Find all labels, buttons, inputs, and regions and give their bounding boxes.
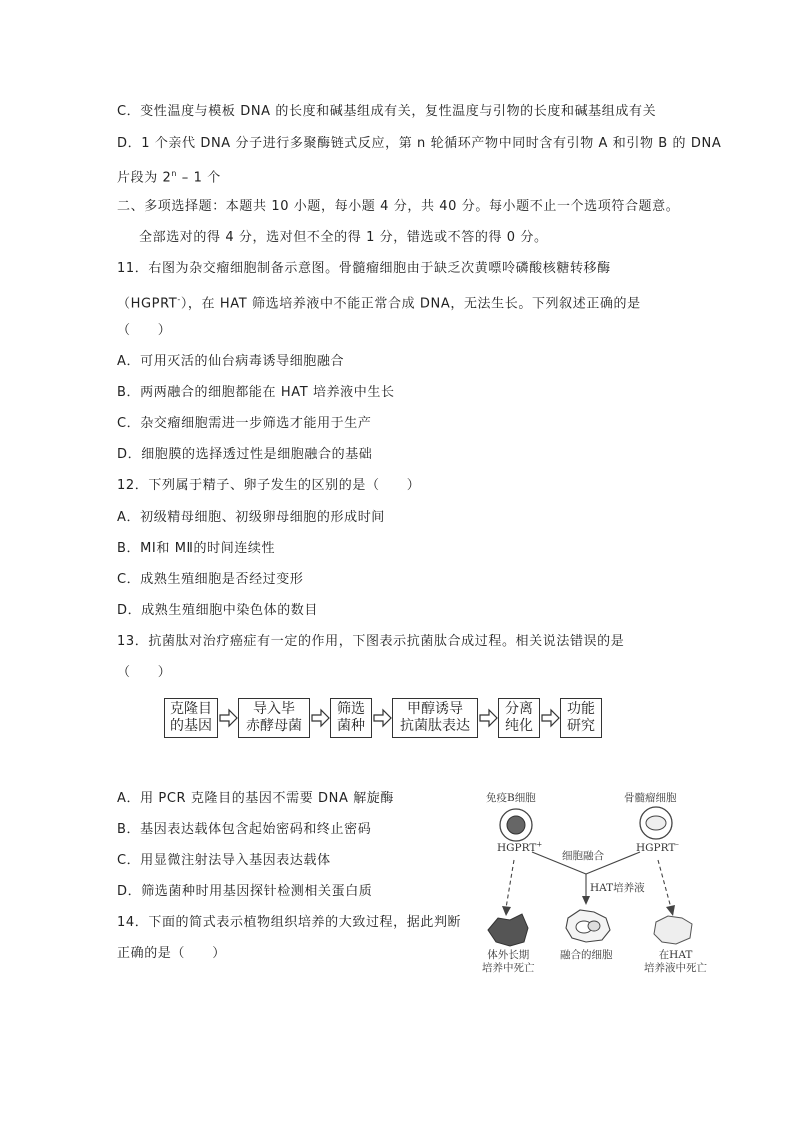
question-11-stem-continued — [117, 292, 641, 312]
flow-step-text: 筛选 — [337, 701, 365, 717]
flow-step-6 — [560, 698, 602, 738]
hgprt-minus-label — [636, 842, 679, 855]
text-fragment: 培养液中死亡 — [644, 962, 707, 974]
text-fragment: HGPRT — [636, 842, 676, 854]
flow-step-1 — [164, 698, 218, 738]
antimicrobial-peptide-flowchart — [164, 698, 604, 744]
question-12-option-a: A．初级精母细胞、初级卵母细胞的形成时间 — [117, 510, 385, 525]
question-11-option-d: D．细胞膜的选择透过性是细胞融合的基础 — [117, 447, 373, 462]
flow-step-3 — [330, 698, 372, 738]
flow-step-text: 克隆目 — [170, 701, 212, 717]
question-12-option-d: D．成熟生殖细胞中染色体的数目 — [117, 603, 319, 618]
minus-sign: – — [675, 840, 679, 849]
question-13-option-c: C．用显微注射法导入基因表达载体 — [117, 853, 331, 868]
fusion-label: 细胞融合 — [562, 850, 604, 862]
question-12-stem: 12．下列属于精子、卵子发生的区别的是（ ） — [117, 478, 421, 493]
text-fragment: ），在 HAT 筛选培养液中不能正常合成 DNA，无法生长。下列叙述正确的是 — [180, 296, 641, 312]
option-d-line-continued — [117, 166, 221, 186]
flow-arrow-icon — [219, 707, 238, 729]
b-cell-graphic — [500, 809, 532, 841]
option-c-line: C．变性温度与模板 DNA 的长度和碱基组成有关，复性温度与引物的长度和碱基组成有关 — [117, 104, 657, 119]
flow-step-text: 抗菌肽表达 — [400, 718, 470, 734]
flow-step-5 — [498, 698, 540, 738]
question-12-option-b: B．MⅠ和 MⅡ的时间连续性 — [117, 541, 276, 556]
dead-myeloma-cell-graphic — [654, 916, 692, 944]
superscript-n: n — [171, 169, 178, 178]
flow-step-text: 甲醇诱导 — [407, 701, 463, 717]
flow-step-4 — [392, 698, 478, 738]
flow-arrow-icon — [479, 707, 498, 729]
flow-step-text: 的基因 — [170, 718, 212, 734]
dead-b-label — [482, 949, 535, 975]
flow-arrow-icon — [311, 707, 330, 729]
flow-step-2 — [238, 698, 310, 738]
question-11-option-c: C．杂交瘤细胞需进一步筛选才能用于生产 — [117, 416, 372, 431]
question-11-option-b: B．两两融合的细胞都能在 HAT 培养液中生长 — [117, 385, 395, 400]
text-fragment: 体外长期 — [487, 949, 530, 961]
flow-step-text: 研究 — [567, 718, 595, 734]
question-13-option-d: D．筛选菌种时用基因探针检测相关蛋白质 — [117, 884, 373, 899]
text-fragment: 片段为 2 — [117, 170, 172, 186]
question-11-option-a: A．可用灭活的仙台病毒诱导细胞融合 — [117, 354, 345, 369]
superscript-minus: - — [177, 295, 181, 304]
arrowhead-icon — [666, 905, 675, 916]
text-fragment: 培养中死亡 — [482, 962, 535, 974]
text-fragment: （HGPRT — [117, 296, 178, 312]
fused-cell-label: 融合的细胞 — [560, 949, 613, 961]
myeloma-cell-graphic — [640, 807, 672, 839]
question-13-option-a: A．用 PCR 克隆目的基因不需要 DNA 解旋酶 — [117, 791, 394, 806]
hybridoma-diagram — [470, 790, 720, 985]
hgprt-plus-label — [497, 842, 542, 855]
question-11-answer-blank: （ ） — [117, 323, 172, 338]
dashed-arrow-right — [658, 860, 671, 908]
flow-arrow-icon — [373, 707, 392, 729]
dead-b-cell-graphic — [488, 914, 528, 946]
b-cell-label: 免疫B细胞 — [486, 792, 536, 804]
dashed-arrow-left — [506, 860, 514, 908]
section-two-rule: 全部选对的得 4 分，选对但不全的得 1 分，错选或不答的得 0 分。 — [139, 230, 548, 245]
text-fragment: 在HAT — [658, 949, 693, 961]
text-fragment: – 1 个 — [177, 170, 221, 186]
flow-step-text: 菌种 — [337, 718, 365, 734]
question-12-option-c: C．成熟生殖细胞是否经过变形 — [117, 572, 304, 587]
arrowhead-icon — [502, 906, 511, 916]
option-d-line: D．1 个亲代 DNA 分子进行多聚酶链式反应，第 n 轮循环产物中同时含有引物 A 和引物 B 的 DNA — [117, 136, 722, 151]
question-13-option-b: B．基因表达载体包含起始密码和终止密码 — [117, 822, 372, 837]
hat-medium-label: HAT培养液 — [590, 882, 645, 894]
text-fragment: HGPRT — [497, 842, 537, 854]
question-13-stem: 13．抗菌肽对治疗癌症有一定的作用，下图表示抗菌肽合成过程。相关说法错误的是 — [117, 634, 625, 649]
myeloma-label: 骨髓瘤细胞 — [624, 792, 677, 804]
flow-arrow-icon — [541, 707, 560, 729]
flow-step-text: 赤酵母菌 — [246, 718, 302, 734]
arrowhead-icon — [582, 896, 590, 905]
section-two-title: 二、多项选择题：本题共 10 小题，每小题 4 分，共 40 分。每小题不止一个选项符合题意。 — [117, 199, 680, 214]
question-14-stem: 14．下面的简式表示植物组织培养的大致过程，据此判断 — [117, 915, 462, 930]
flow-step-text: 导入毕 — [253, 701, 295, 717]
question-14-stem-continued: 正确的是（ ） — [117, 946, 226, 961]
flow-step-text: 分离 — [505, 701, 533, 717]
plus-sign: + — [536, 840, 543, 849]
question-11-stem: 11．右图为杂交瘤细胞制备示意图。骨髓瘤细胞由于缺乏次黄嘌呤磷酸核糖转移酶 — [117, 261, 611, 276]
question-13-answer-blank: （ ） — [117, 665, 172, 680]
flow-step-text: 功能 — [567, 701, 595, 717]
dead-myeloma-label — [644, 949, 707, 975]
flow-step-text: 纯化 — [505, 718, 533, 734]
